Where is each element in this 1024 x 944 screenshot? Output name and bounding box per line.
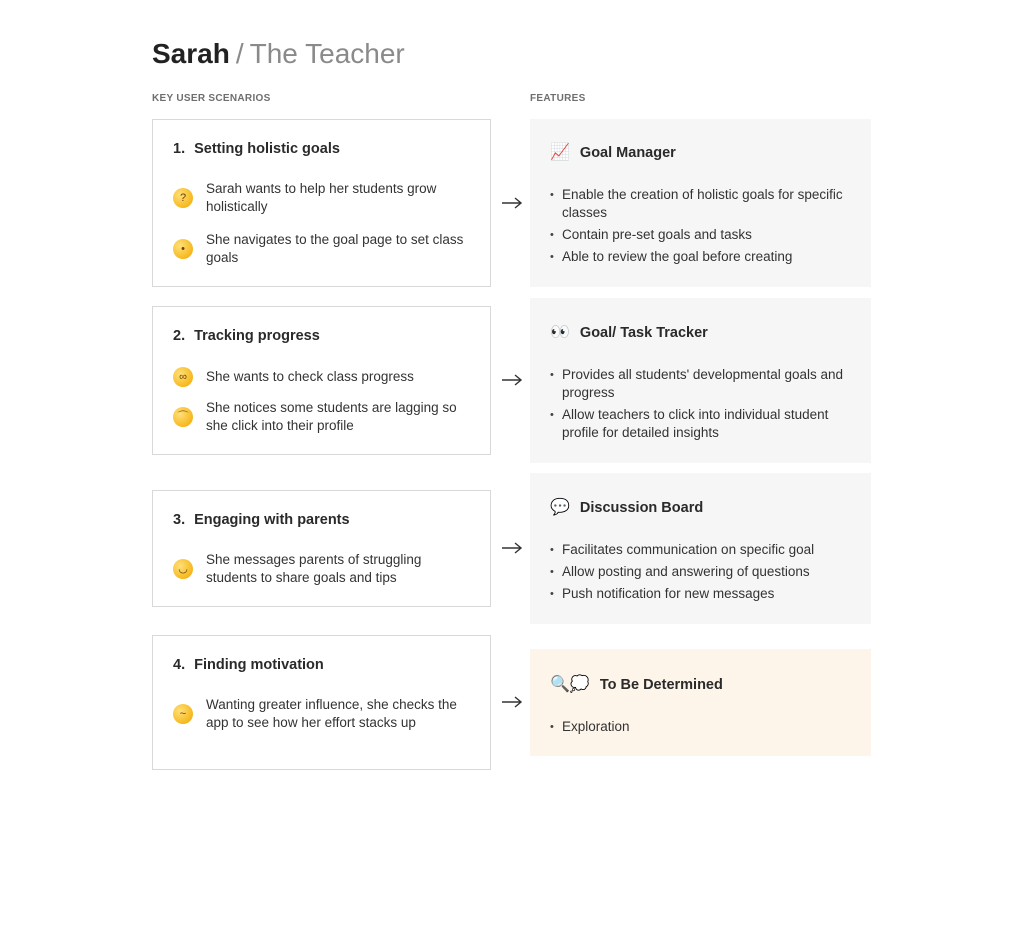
scenario-step: [173, 231, 474, 267]
scenario-card-2: [152, 306, 491, 455]
feature-title: Goal/ Task Tracker: [579, 325, 708, 341]
feature-bullets: [550, 541, 861, 607]
grinning-face-icon: ◡: [173, 559, 193, 579]
eyes-icon: 👀: [550, 324, 570, 341]
scenario-step: [173, 180, 474, 216]
feature-title: Discussion Board: [579, 500, 704, 516]
scenario-step: [173, 399, 474, 435]
feature-header: [550, 323, 708, 343]
page-title: [152, 36, 405, 72]
title-separator: /: [235, 38, 244, 69]
worried-face-icon: ⌒: [173, 407, 193, 427]
scenario-card-4: [152, 635, 491, 770]
feature-bullets: [550, 186, 861, 270]
feature-bullets: [550, 366, 861, 446]
feature-card-goal-manager: [530, 119, 871, 287]
feature-bullet: • Allow teachers to click into individual student profile for detailed insights: [550, 406, 861, 442]
feature-bullet: • Able to review the goal before creating: [550, 248, 861, 266]
feature-card-discussion-board: [530, 473, 871, 624]
feature-bullet: • Provides all students' developmental goals and progress: [550, 366, 861, 402]
feature-bullet: • Exploration: [550, 718, 861, 736]
right-arrow-icon: [501, 696, 523, 708]
scenario-title: 2. Tracking progress: [173, 328, 320, 344]
scenario-step-text: Sarah wants to help her students grow holistically: [206, 181, 437, 214]
face-with-monocle-icon: •: [173, 239, 193, 259]
scenario-title: 1. Setting holistic goals: [173, 141, 340, 157]
magnifying-glass-thought-balloon-icon: 🔍💭: [550, 676, 590, 693]
right-arrow-icon: [501, 197, 523, 209]
features-section-label: FEATURES: [530, 93, 586, 104]
scenario-step: [173, 696, 474, 732]
scenario-title: 4. Finding motivation: [173, 657, 324, 673]
feature-bullet: • Enable the creation of holistic goals for specific classes: [550, 186, 861, 222]
chart-increasing-icon: 📈: [550, 144, 570, 161]
feature-bullet: • Allow posting and answering of questions: [550, 563, 861, 581]
nerd-face-icon: ∞: [173, 367, 193, 387]
feature-title: To Be Determined: [599, 677, 723, 693]
right-arrow-icon: [501, 542, 523, 554]
scenario-step-text: Wanting greater influence, she checks the app to see how her effort stacks up: [206, 697, 457, 730]
persona-name: Sarah: [152, 38, 230, 69]
feature-bullet: • Facilitates communication on specific goal: [550, 541, 861, 559]
speech-balloon-icon: 💬: [550, 499, 570, 516]
scenario-step-text: She notices some students are lagging so she click into their profile: [206, 400, 457, 433]
scenario-step-text: She messages parents of struggling students to share goals and tips: [206, 552, 422, 585]
scenario-step-text: She navigates to the goal page to set class goals: [206, 232, 464, 265]
feature-bullets: [550, 718, 861, 740]
scenario-step-text: She wants to check class progress: [206, 369, 414, 384]
scenario-step: [173, 551, 474, 587]
feature-bullet: • Contain pre-set goals and tasks: [550, 226, 861, 244]
right-arrow-icon: [501, 374, 523, 386]
feature-bullet: • Push notification for new messages: [550, 585, 861, 603]
face-with-raised-eyebrow-icon: ~: [173, 704, 193, 724]
feature-header: [550, 675, 723, 695]
feature-card-task-tracker: [530, 298, 871, 463]
feature-card-to-be-determined: [530, 649, 871, 756]
scenario-title: 3. Engaging with parents: [173, 512, 350, 528]
scenario-step: [173, 367, 474, 387]
feature-header: [550, 498, 703, 518]
feature-title: Goal Manager: [579, 145, 676, 161]
persona-role: The Teacher: [249, 38, 405, 69]
feature-header: [550, 143, 676, 163]
thinking-face-icon: ?: [173, 188, 193, 208]
scenario-card-3: [152, 490, 491, 607]
scenario-card-1: [152, 119, 491, 287]
scenarios-section-label: KEY USER SCENARIOS: [152, 93, 271, 104]
